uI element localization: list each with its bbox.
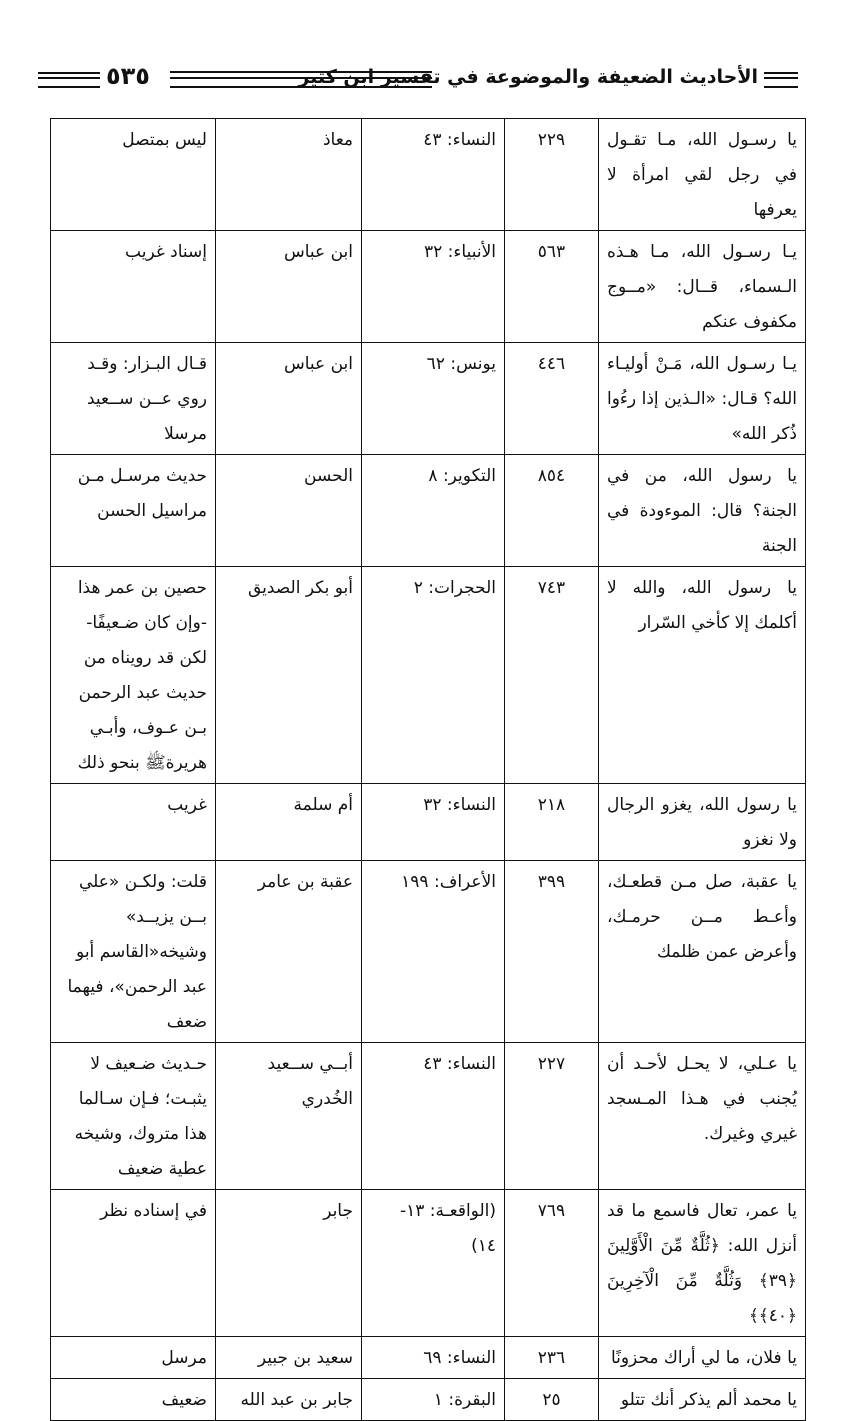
page-header — [38, 62, 798, 96]
surah-ref-cell: النساء: ٤٣ — [362, 1043, 505, 1190]
page-ref-cell: ٧٦٩ — [505, 1190, 599, 1337]
grading-note-cell: إسناد غريب — [51, 231, 216, 343]
table-row — [51, 455, 806, 567]
grading-note-cell: غريب — [51, 784, 216, 861]
grading-note-cell: قـال البـزار: وقـد روي عــن ســعيد مرسلا — [51, 343, 216, 455]
surah-ref-cell: النساء: ٦٩ — [362, 1337, 505, 1379]
grading-note-cell: حـديث ضـعيف لا يثبـت؛ فـإن سـالما هذا متروك، وشيخه عطية ضعيف — [51, 1043, 216, 1190]
surah-ref-cell: الأعراف: ١٩٩ — [362, 861, 505, 1043]
grading-note-cell: ليس بمتصل — [51, 119, 216, 231]
surah-ref-cell: يونس: ٦٢ — [362, 343, 505, 455]
hadith-text-cell: يا عـلي، لا يحـل لأحـد أن يُجنب في هـذا المـسجد غيري وغيرك. — [599, 1043, 806, 1190]
table-row — [51, 861, 806, 1043]
surah-ref-cell: النساء: ٣٢ — [362, 784, 505, 861]
grading-note-cell: في إسناده نظر — [51, 1190, 216, 1337]
surah-ref-cell: البقرة: ١ — [362, 1379, 505, 1421]
hadith-text-cell: يا رسول الله، يغزو الرجال ولا نغزو — [599, 784, 806, 861]
page-ref-cell: ٢١٨ — [505, 784, 599, 861]
book-title: الأحاديث الضعيفة والموضوعة في تفسير ابن كثير — [298, 66, 758, 88]
grading-note-cell: مرسل — [51, 1337, 216, 1379]
table-row — [51, 343, 806, 455]
page-number: ٥٣٥ — [106, 62, 150, 90]
surah-ref-cell: (الواقعـة: ١٣- ١٤) — [362, 1190, 505, 1337]
page-ref-cell: ٥٦٣ — [505, 231, 599, 343]
page-ref-cell: ٣٩٩ — [505, 861, 599, 1043]
table-row — [51, 1379, 806, 1421]
table-row — [51, 1043, 806, 1190]
hadith-text-cell: يا رسول الله، والله لا أكلمك إلا كأخي السّرار — [599, 567, 806, 784]
hadith-text-cell: يا فلان، ما لي أراك محزونًا — [599, 1337, 806, 1379]
page-ref-cell: ٨٥٤ — [505, 455, 599, 567]
surah-ref-cell: التكوير: ٨ — [362, 455, 505, 567]
surah-ref-cell: النساء: ٤٣ — [362, 119, 505, 231]
grading-note-cell: قلت: ولكـن «علي بــن يزيــد» وشيخه«القاسم أبو عبد الرحمن»، فيهما ضعف — [51, 861, 216, 1043]
narrator-cell: أبو بكر الصديق — [216, 567, 362, 784]
page-ref-cell: ٢٢٩ — [505, 119, 599, 231]
table-row — [51, 1190, 806, 1337]
narrator-cell: معاذ — [216, 119, 362, 231]
grading-note-cell: ضعيف — [51, 1379, 216, 1421]
table-row — [51, 231, 806, 343]
hadith-text-cell: يا رسول الله، من في الجنة؟ قال: الموءودة في الجنة — [599, 455, 806, 567]
narrator-cell: أم سلمة — [216, 784, 362, 861]
narrator-cell: أبــي ســعيد الخُدري — [216, 1043, 362, 1190]
hadith-text-cell: يـا رسـول الله، مـا هـذه الـسماء، قــال: «مــوج مكفوف عنكم — [599, 231, 806, 343]
hadith-text-cell: يا محمد ألم يذكر أنك تتلو — [599, 1379, 806, 1421]
grading-note-cell: حصين بن عمر هذا -وإن كان ضـعيفًا- لكن قد رويناه من حديث عبد الرحمن بـن عـوف، وأبـي هريرةﷺ بنحو ذلك — [51, 567, 216, 784]
page-ref-cell: ٢٣٦ — [505, 1337, 599, 1379]
header-ornament-rule — [38, 72, 100, 88]
table-row — [51, 119, 806, 231]
hadith-table — [50, 118, 806, 1421]
narrator-cell: ابن عباس — [216, 231, 362, 343]
page-ref-cell: ٤٤٦ — [505, 343, 599, 455]
page-ref-cell: ٢٢٧ — [505, 1043, 599, 1190]
surah-ref-cell: الأنبياء: ٣٢ — [362, 231, 505, 343]
surah-ref-cell: الحجرات: ٢ — [362, 567, 505, 784]
table-row — [51, 567, 806, 784]
narrator-cell: الحسن — [216, 455, 362, 567]
page-ref-cell: ٢٥ — [505, 1379, 599, 1421]
table-row — [51, 1337, 806, 1379]
hadith-text-cell: يا عمر، تعال فاسمع ما قد أنزل الله: ﴿ثُلَّةٌ مِّنَ الْأَوَّلِينَ ﴿٣٩﴾ وَثُلَّةٌ مِّنَ الْآخِرِينَ ﴿٤٠﴾﴾ — [599, 1190, 806, 1337]
narrator-cell: ابن عباس — [216, 343, 362, 455]
table-row — [51, 784, 806, 861]
narrator-cell: عقبة بن عامر — [216, 861, 362, 1043]
hadith-text-cell: يا عقبة، صل مـن قطعـك، وأعـط مــن حرمـك، وأعرض عمن ظلمك — [599, 861, 806, 1043]
narrator-cell: جابر — [216, 1190, 362, 1337]
narrator-cell: سعيد بن جبير — [216, 1337, 362, 1379]
header-ornament-rule — [764, 72, 798, 88]
hadith-text-cell: يـا رسـول الله، مَـنْ أوليـاء الله؟ قـال: «الـذين إذا رءُوا ذُكر الله» — [599, 343, 806, 455]
grading-note-cell: حديث مرسـل مـن مراسيل الحسن — [51, 455, 216, 567]
page-ref-cell: ٧٤٣ — [505, 567, 599, 784]
narrator-cell: جابر بن عبد الله — [216, 1379, 362, 1421]
header-ornament-rule — [170, 71, 432, 88]
hadith-text-cell: يا رسـول الله، مـا تقـول في رجل لقي امرأة لا يعرفها — [599, 119, 806, 231]
